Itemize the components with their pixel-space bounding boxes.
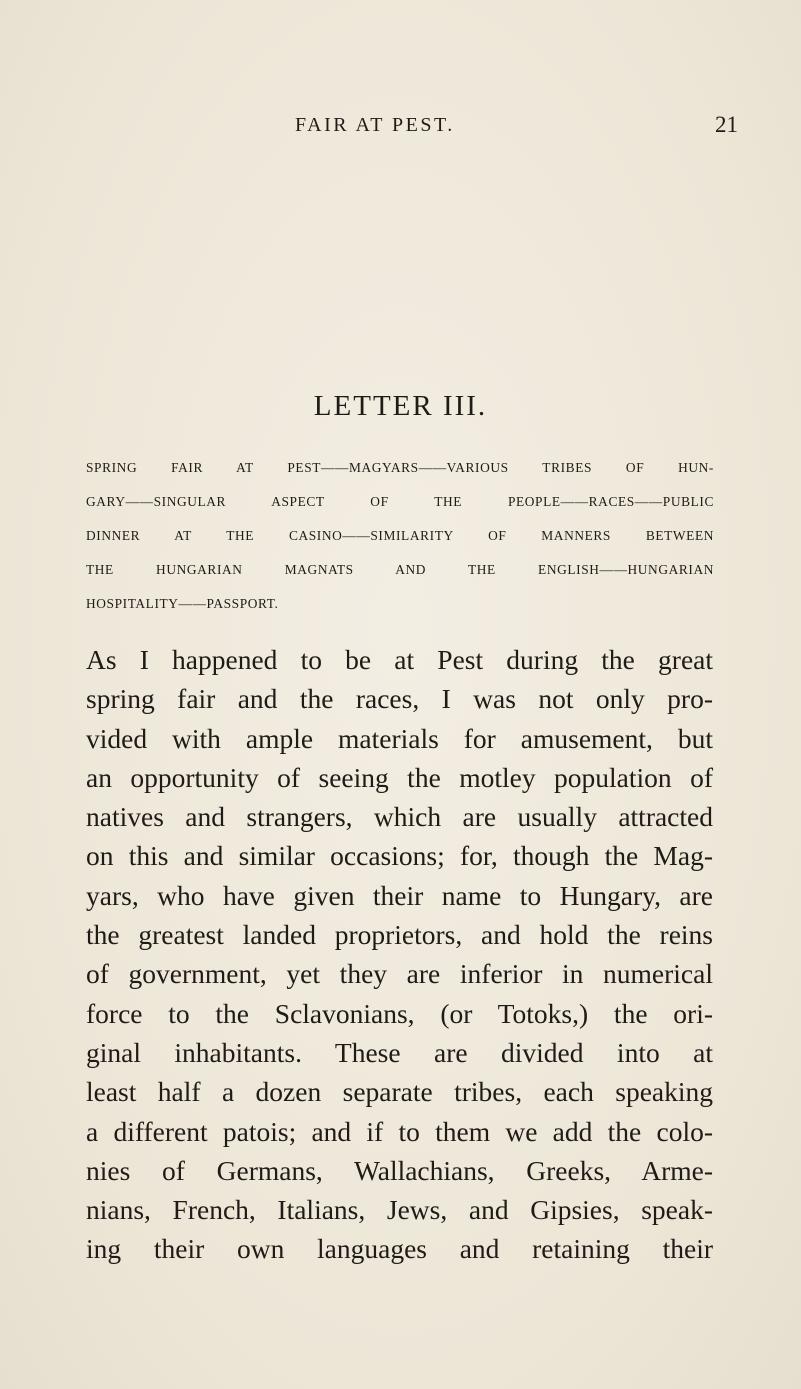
body-line: As I happened to be at Pest during the great — [86, 644, 713, 675]
summary-line: GARY——SINGULAR ASPECT OF THE PEOPLE——RACES——PUBLIC — [86, 494, 714, 509]
chapter-heading: LETTER III. — [313, 390, 488, 422]
body-line: least half a dozen separate tribes, each speaking — [86, 1076, 713, 1108]
summary-line: HOSPITALITY——PASSPORT. — [86, 596, 279, 611]
body-line: nians, French, Italians, Jews, and Gipsies, speak- — [86, 1194, 713, 1226]
body-line: ing their own languages and retaining their — [86, 1233, 713, 1265]
body-line: an opportunity of seeing the motley population of — [86, 761, 713, 793]
body-line: force to the Sclavonians, (or Totoks,) the ori- — [86, 997, 713, 1029]
body-paragraph — [86, 640, 713, 1269]
body-line: a different patois; and if to them we add the colo- — [86, 1115, 713, 1147]
body-line: nies of Germans, Wallachians, Greeks, Arme- — [86, 1154, 713, 1186]
running-title: FAIR AT PEST. — [295, 114, 455, 136]
summary-line: THE HUNGARIAN MAGNATS AND THE ENGLISH——HUNGARIAN — [86, 562, 714, 577]
summary-line: DINNER AT THE CASINO——SIMILARITY OF MANNERS BETWEEN — [86, 528, 714, 543]
running-head — [0, 114, 801, 144]
body-line: natives and strangers, which are usually attracted — [86, 801, 713, 833]
body-line: spring fair and the races, I was not only pro- — [86, 683, 713, 715]
body-line: yars, who have given their name to Hungary, are — [86, 879, 713, 911]
body-line: vided with ample materials for amusement, but — [86, 722, 713, 754]
page-number: 21 — [715, 112, 738, 137]
body-line: ginal inhabitants. These are divided into at — [86, 1036, 713, 1068]
body-line: the greatest landed proprietors, and hold the reins — [86, 919, 713, 951]
body-line: on this and similar occasions; for, though the Mag- — [86, 840, 713, 872]
body-line: of government, yet they are inferior in numerical — [86, 958, 713, 990]
summary-line: SPRING FAIR AT PEST——MAGYARS——VARIOUS TRIBES OF HUN- — [86, 460, 714, 475]
chapter-summary — [86, 451, 714, 621]
